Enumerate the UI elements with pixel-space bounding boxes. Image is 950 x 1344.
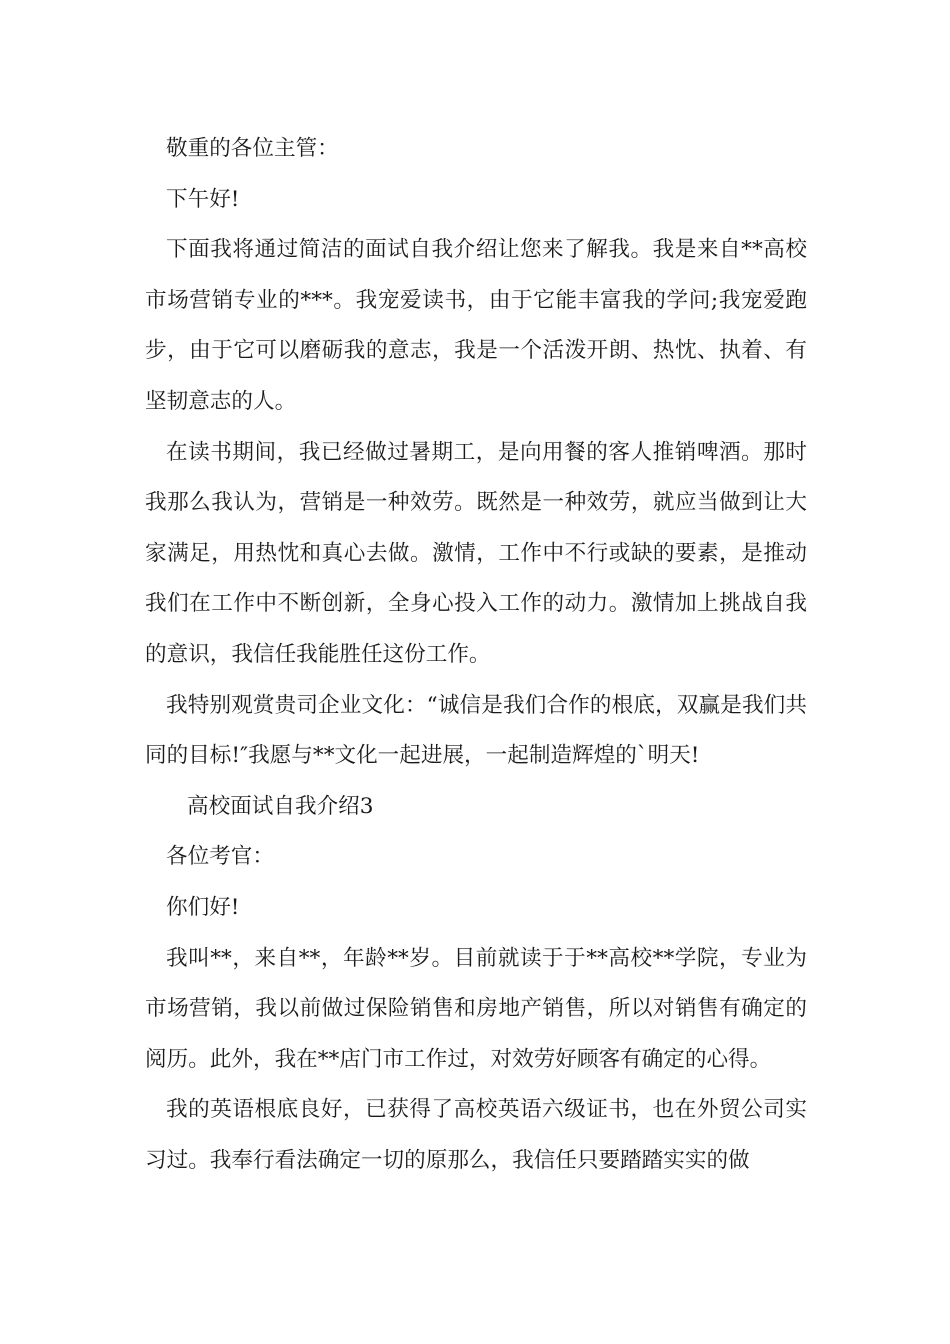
document-body <box>145 124 807 1186</box>
body-paragraph: 在读书期间，我已经做过暑期工，是向用餐的客人推销啤酒。那时我那么我认为，营销是一种效劳。既然是一种效劳，就应当做到让大家满足，用热忱和真心去做。激情，工作中不行或缺的要素，是推动我们在工作中不断创新，全身心投入工作的动力。激情加上挑战自我的意识，我信任我能胜任这份工作。 <box>145 439 807 667</box>
body-paragraph: 我特别观赏贵司企业文化：“诚信是我们合作的根底，双赢是我们共同的目标!″我愿与**文化一起进展，一起制造辉煌的`明天! <box>145 692 807 769</box>
section-heading: 高校面试自我介绍3 <box>187 793 374 819</box>
body-paragraph: 我叫**，来自**，年龄**岁。目前就读于于**高校**学院，专业为市场营销，我以前做过保险销售和房地产销售，所以对销售有确定的阅历。此外，我在**店门市工作过，对效劳好顾客有确定的心得。 <box>145 945 807 1072</box>
salutation: 敬重的各位主管： <box>166 136 339 161</box>
body-paragraph: 我的英语根底良好，已获得了高校英语六级证书，也在外贸公司实习过。我奉行看法确定一切的原那么，我信任只要踏踏实实的做 <box>145 1097 807 1173</box>
body-paragraph: 下面我将通过简洁的面试自我介绍让您来了解我。我是来自**高校市场营销专业的***。我宠爱读书，由于它能丰富我的学问;我宠爱跑步，由于它可以磨砺我的意志，我是一个活泼开朗、热忱、执着、有坚韧意志的人。 <box>145 237 807 414</box>
salutation: 各位考官： <box>166 844 274 870</box>
greeting: 你们好! <box>166 894 240 920</box>
greeting: 下午好! <box>166 186 240 212</box>
